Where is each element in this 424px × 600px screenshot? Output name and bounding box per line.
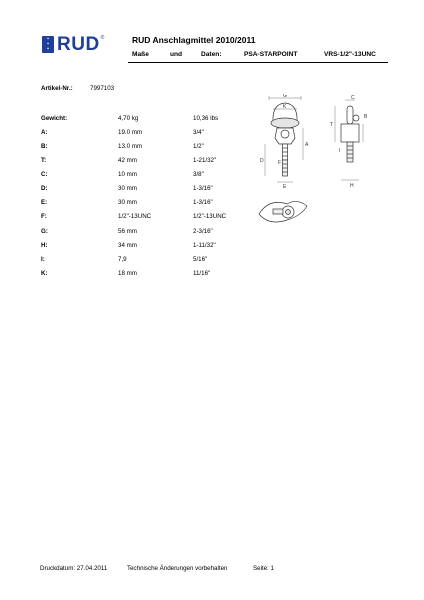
header-und: und xyxy=(170,51,183,58)
header-divider xyxy=(128,62,388,63)
rud-logo xyxy=(42,35,104,54)
top-view xyxy=(259,201,307,222)
header-product: PSA-STARPOINT xyxy=(244,51,298,58)
spec-imperial: 1/2" xyxy=(193,143,204,150)
spec-label: D: xyxy=(41,185,48,192)
page-number: Seite: 1 xyxy=(253,565,274,572)
front-view xyxy=(271,103,299,176)
article-number: 7997103 xyxy=(90,85,115,92)
dim-e-label: E xyxy=(283,184,287,190)
spec-metric: 56 mm xyxy=(118,228,137,235)
dim-c-label: C xyxy=(351,95,355,101)
change-notice: Technische Änderungen vorbehalten xyxy=(127,565,228,572)
spec-imperial: 1-21/32" xyxy=(193,157,217,164)
header-masse: Maße xyxy=(132,51,149,58)
header-model: VRS-1/2"-13UNC xyxy=(324,51,376,58)
dim-i-label: I xyxy=(339,148,341,154)
spec-imperial: 1-3/16" xyxy=(193,199,213,206)
dim-h-label: H xyxy=(350,183,354,189)
dim-k-label: K xyxy=(283,104,287,110)
spec-label: I: xyxy=(41,256,45,263)
spec-metric: 10 mm xyxy=(118,171,137,178)
spec-label: G: xyxy=(41,228,48,235)
spec-metric: 18 mm xyxy=(118,270,137,277)
spec-metric: 30 mm xyxy=(118,185,137,192)
spec-metric: 13.0 mm xyxy=(118,143,143,150)
spec-label: E: xyxy=(41,199,48,206)
spec-imperial: 3/8" xyxy=(193,171,204,178)
print-date: Druckdatum: 27.04.2011 xyxy=(40,565,108,572)
spec-label: C: xyxy=(41,171,48,178)
dim-f-label: F xyxy=(278,160,282,166)
spec-metric: 42 mm xyxy=(118,157,137,164)
spec-metric: 34 mm xyxy=(118,242,137,249)
spec-label: Gewicht: xyxy=(41,115,68,122)
spec-label: A: xyxy=(41,129,48,136)
spec-imperial: 3/4" xyxy=(193,129,204,136)
spec-label: K: xyxy=(41,270,48,277)
dim-a-label: A xyxy=(305,142,309,148)
spec-metric: 1/2"-13UNC xyxy=(118,213,152,220)
spec-label: T: xyxy=(41,157,47,164)
spec-label: F: xyxy=(41,213,47,220)
spec-metric: 30 mm xyxy=(118,199,137,206)
spec-imperial: 1/2"-13UNC xyxy=(193,213,227,220)
logo-text: RUD xyxy=(57,34,100,55)
spec-metric: 7,9 xyxy=(118,256,127,263)
spec-metric: 4,70 kg xyxy=(118,115,139,122)
article-label: Artikel-Nr.: xyxy=(41,85,73,92)
spec-imperial: 10,36 lbs xyxy=(193,115,219,122)
header-daten: Daten: xyxy=(201,51,222,58)
technical-drawing xyxy=(255,94,375,234)
dim-t-label: T xyxy=(330,122,334,128)
spec-metric: 19.0 mm xyxy=(118,129,143,136)
spec-label: H: xyxy=(41,242,48,249)
spec-label: B: xyxy=(41,143,48,150)
side-view xyxy=(341,106,359,162)
spec-imperial: 2-3/16" xyxy=(193,228,213,235)
dim-g-label: G xyxy=(283,94,287,99)
spec-imperial: 1-11/32" xyxy=(193,242,216,249)
dim-d-label: D xyxy=(260,158,264,164)
registered-icon: ® xyxy=(100,35,105,41)
spec-imperial: 11/16" xyxy=(193,270,211,277)
spec-imperial: 5/16" xyxy=(193,256,208,263)
spec-imperial: 1-3/16" xyxy=(193,185,213,192)
logo-mark-icon: ▪ ▪ ▪ xyxy=(42,36,54,53)
dim-b-label: B xyxy=(364,114,368,120)
document-title: RUD Anschlagmittel 2010/2011 xyxy=(132,35,256,45)
